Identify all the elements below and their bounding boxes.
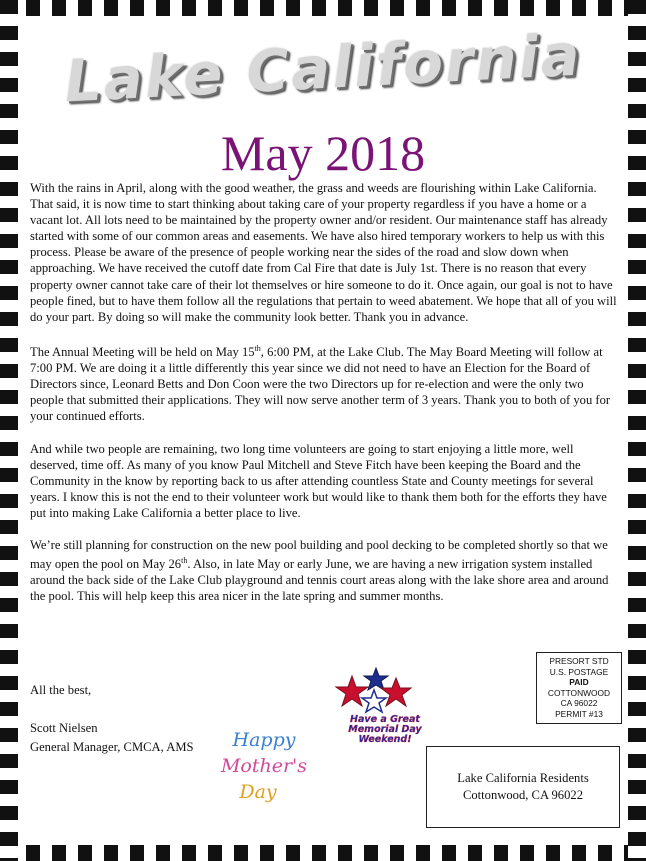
postage-line6: PERMIT #13 — [555, 708, 603, 719]
postage-line5: CA 96022 — [560, 698, 598, 709]
border-top — [0, 0, 646, 16]
mothers-day-graphic — [218, 724, 310, 808]
issue-date: May 2018 — [220, 125, 426, 181]
signoff: All the best, — [30, 683, 92, 697]
newsletter-page — [18, 16, 628, 845]
star-icon — [336, 668, 411, 712]
postage-line1: PRESORT STD — [549, 656, 609, 666]
memorial-line1: Have a Great — [350, 714, 420, 725]
address-line1: Lake California Residents — [457, 771, 589, 785]
annual-meeting-text-b: , 6:00 PM, at the Lake Club. The May Board Meeting will follow at 7:00 PM. We are doing it a little differently this year since we did not need to have an Election for the Board of Directors since, Leonard Betts and Don Coon were the two Directors up for re-election and were the only two people that submitted their applications. They will now serve another term of 3 years. Thank you to both of you for your continued efforts. — [30, 345, 611, 424]
pool-sup: th — [181, 556, 188, 566]
border-left — [0, 0, 18, 861]
postage-line3: PAID — [569, 677, 589, 688]
mothers-line2: Mother's — [220, 755, 308, 777]
postage-line4: COTTONWOOD — [547, 687, 611, 698]
newsletter-body — [30, 180, 620, 621]
pool-text-b: . Also, in late May or early June, we are having a new irrigation system installed around the back side of the Lake Club playground and tennis court areas along with the lake shore area and around the pool. This will help keep this area nicer in the late spring and summer months. — [30, 557, 609, 604]
mailing-address-box — [426, 746, 620, 828]
paragraph-annual-meeting — [30, 341, 620, 425]
memorial-line2: Memorial Day — [348, 724, 422, 735]
annual-meeting-sup: th — [254, 343, 261, 353]
border-right — [628, 0, 646, 861]
signer-name: Scott Nielsen — [30, 721, 98, 735]
signer-title: General Manager, CMCA, AMS — [30, 740, 194, 754]
mothers-line1: Happy — [232, 729, 296, 751]
memorial-line3: Weekend! — [358, 734, 412, 744]
mothers-line3: Day — [239, 781, 277, 803]
address-line2: Cottonwood, CA 96022 — [462, 788, 583, 802]
paragraph-pool — [30, 537, 620, 605]
paragraph-volunteers: And while two people are remaining, two long time volunteers are going to start enjoying a little more, well deserved, time off. As many of you know Paul Mitchell and Steve Fitch have been keeping the Board and the Community in the know by reporting back to us after attending countless State and County meetings for several years. I know this is not the end to their volunteer work but would like to thank them both for the efforts they have put into making Lake California a better place to live. — [30, 441, 607, 520]
border-bottom — [0, 845, 646, 861]
masthead-title: Lake California — [62, 20, 584, 116]
postage-line2: U.S. POSTAGE — [549, 666, 609, 677]
memorial-day-graphic — [330, 666, 440, 744]
pool-text-a: We’re still planning for construction on the new pool building and pool decking to be completed shortly so that we may open the pool on May 26 — [30, 537, 608, 572]
paragraph-weed-abatement: With the rains in April, along with the good weather, the grass and weeds are flourishing within Lake California. That said, it is now time to start thinking about taking care of your property regardless if you have a home or a vacant lot. All lots need to be maintained by the property owner and/or resident. Our maintenance staff has already started with some of our common areas and easements. We have also hired temporary workers to help us with this process. Please be aware of the presence of people working near the sides of the road and slow down when approaching. We have received the cutoff date from Cal Fire that date is July 1st. There is no reason that every property owner cannot take care of their lot themselves or hire someone to do it. Once again, our goal is not to have people fined, but to have them follow all the regulations that pertain to weed abatement. We hope that all of you will do your part. By doing so will make the community look better. Thank you in advance. — [30, 181, 617, 324]
annual-meeting-text-a: The Annual Meeting will be held on May 15 — [30, 345, 255, 360]
postage-indicia — [536, 652, 622, 724]
